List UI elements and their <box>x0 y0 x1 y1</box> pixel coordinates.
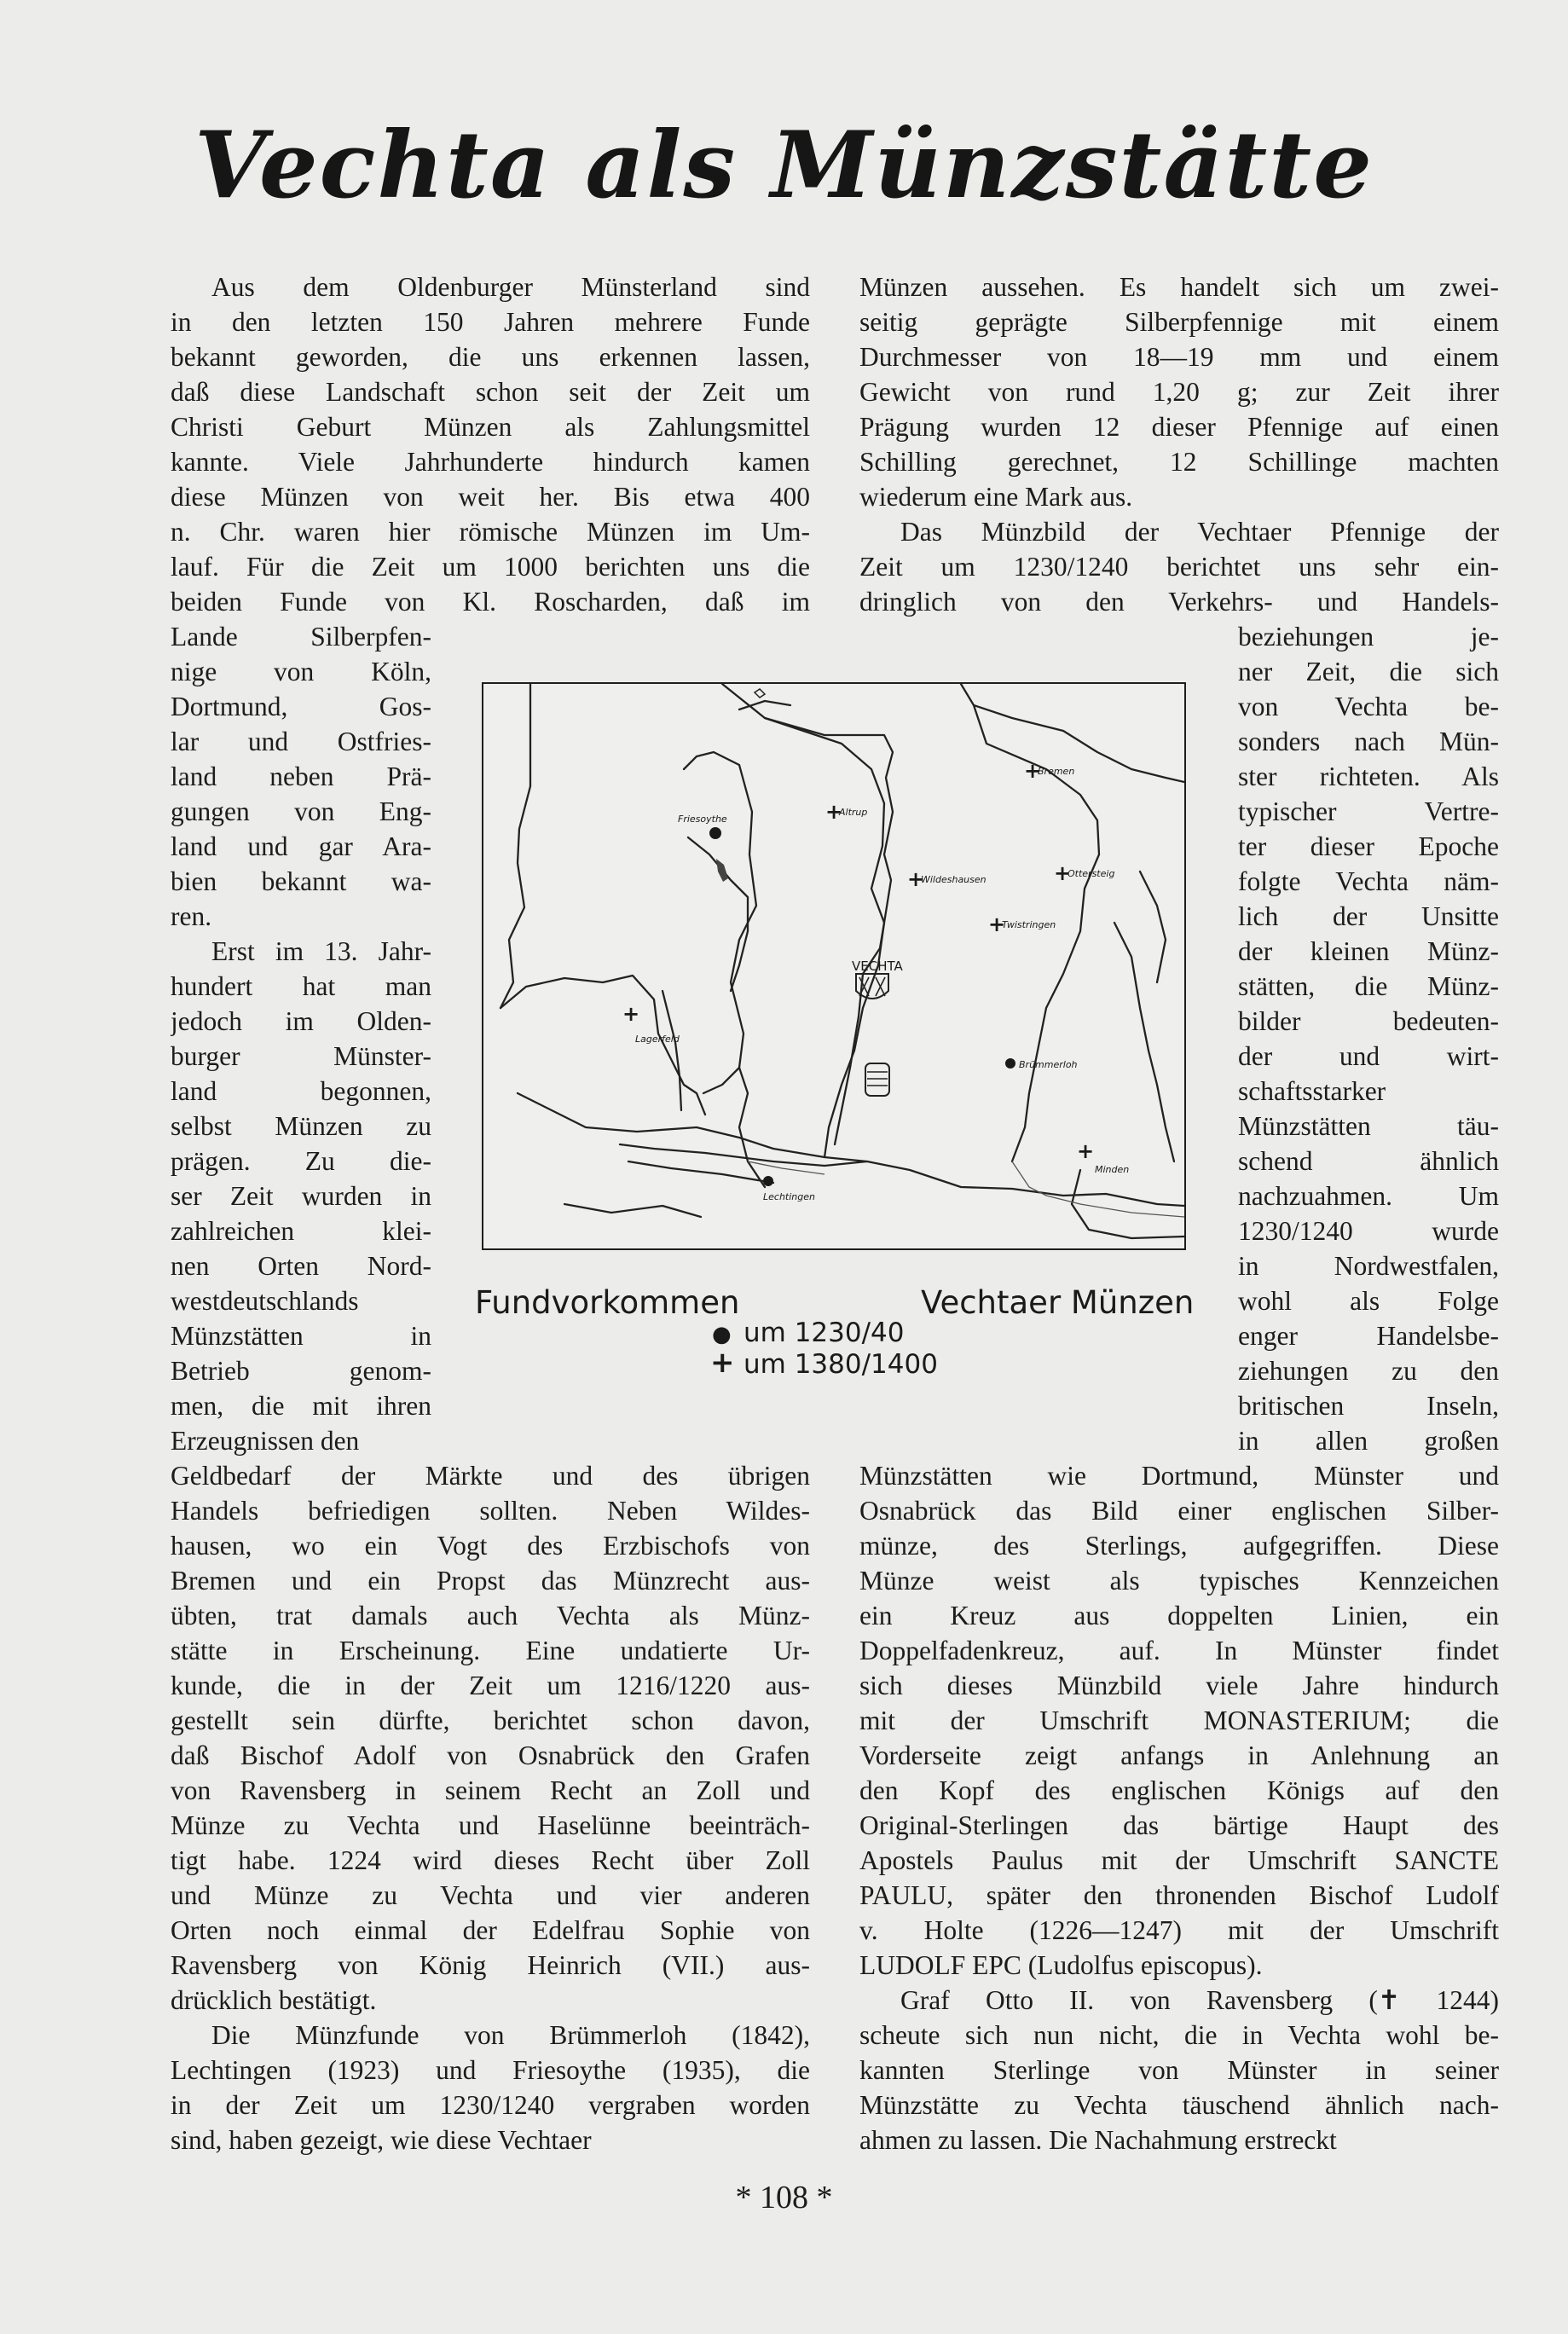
find-dot-bruemmerloh <box>1005 1058 1015 1069</box>
text-line: Graf Otto II. von Ravensberg (✝ 1244) <box>900 1985 1499 2015</box>
cross-wildeshausen: + <box>907 867 925 891</box>
text-line: nachzuahmen. Um <box>1238 1181 1499 1211</box>
cross-altrup: + <box>825 800 843 824</box>
text-line: in den letzten 150 Jahren mehrere Funde <box>171 307 810 337</box>
find-dot-lechtingen <box>763 1176 773 1186</box>
text-line: daß Bischof Adolf von Osnabrück den Grafen <box>171 1740 810 1770</box>
text-line: Handels befriedigen sollten. Neben Wildes- <box>171 1496 810 1526</box>
label-lagerfeld: Lagerfeld <box>635 1034 680 1045</box>
text-line: wohl als Folge <box>1238 1286 1499 1316</box>
lake-icon <box>716 859 728 882</box>
text-line: ahmen zu lassen. Die Nachahmung erstreckt <box>859 2125 1337 2155</box>
text-line: in Nordwestfalen, <box>1238 1251 1499 1281</box>
text-line: PAULU, später den thronenden Bischof Ludolf <box>859 1880 1499 1910</box>
map-drawing <box>483 684 1184 1248</box>
text-line: stätte in Erscheinung. Eine undatierte Ur- <box>171 1636 810 1665</box>
river-ems <box>662 991 681 1110</box>
cross-bremen: + <box>1024 759 1042 783</box>
text-line: Münzen aussehen. Es handelt sich um zwei- <box>859 272 1499 302</box>
text-line: Orten noch einmal der Edelfrau Sophie von <box>171 1915 810 1945</box>
text-line: nige von Köln, <box>171 657 431 686</box>
text-line: n. Chr. waren hier römische Münzen im Um- <box>171 517 810 547</box>
label-minden: Minden <box>1095 1164 1130 1175</box>
text-line: Das Münzbild der Vechtaer Pfennige der <box>900 517 1499 547</box>
text-line: hundert hat man <box>171 971 431 1001</box>
text-line: folgte Vechta näm- <box>1238 866 1499 896</box>
text-line: kannte. Viele Jahrhunderte hindurch kamen <box>171 447 810 477</box>
text-line: Schilling gerechnet, 12 Schillinge machten <box>859 447 1499 477</box>
label-ottersteig: Ottersteig <box>1068 868 1115 879</box>
text-line: gungen von Eng- <box>171 796 431 826</box>
text-line: schaftsstarker <box>1238 1076 1386 1106</box>
text-line: Original-Sterlingen das bärtige Haupt des <box>859 1810 1499 1840</box>
label-vechta: VECHTA <box>852 959 903 974</box>
text-line: land und gar Ara- <box>171 831 431 861</box>
text-line: Erzeugnissen den <box>171 1426 360 1456</box>
text-line: schend ähnlich <box>1238 1146 1499 1176</box>
text-line: Bremen und ein Propst das Münzrecht aus- <box>171 1566 810 1596</box>
text-line: scheute sich nun nicht, die in Vechta wohl be- <box>859 2020 1499 2050</box>
text-line: zahlreichen klei- <box>171 1216 431 1246</box>
text-line: Betrieb genom- <box>171 1356 431 1386</box>
label-twistringen: Twistringen <box>1002 919 1056 930</box>
text-line: Münzstätte zu Vechta täuschend ähnlich nach- <box>859 2090 1499 2120</box>
cross-minden: + <box>1077 1139 1095 1163</box>
article-title: Vechta als Münzstätte <box>194 112 1374 219</box>
legend-dot-icon: ● <box>712 1322 732 1347</box>
text-line: Osnabrück das Bild einer englischen Silber- <box>859 1496 1499 1526</box>
mittelland-2 <box>628 1161 773 1183</box>
text-line: lauf. Für die Zeit um 1000 berichten uns die <box>171 552 810 582</box>
text-line: prägen. Zu die- <box>171 1146 431 1176</box>
border-west <box>500 976 705 1115</box>
text-line: dringlich von den Verkehrs- und Handels- <box>859 587 1499 617</box>
moor-patch <box>865 1063 889 1096</box>
text-line: münze, des Sterlings, aufgegriffen. Diese <box>859 1531 1499 1561</box>
text-line: gestellt sein dürfte, berichtet schon davon, <box>171 1706 810 1735</box>
text-line: Aus dem Oldenburger Münsterland sind <box>211 272 810 302</box>
river-weser <box>765 718 893 1157</box>
text-line: Prägung wurden 12 dieser Pfennige auf einen <box>859 412 1499 442</box>
page-number: * 108 * <box>735 2180 833 2215</box>
cross-ottersteig: + <box>1054 861 1072 885</box>
text-line: ren. <box>171 901 212 931</box>
text-line: Münzstätten wie Dortmund, Münster und <box>859 1461 1499 1491</box>
text-line: britischen Inseln, <box>1238 1391 1499 1421</box>
text-line: Die Münzfunde von Brümmerloh (1842), <box>211 2020 810 2050</box>
text-line: der und wirt- <box>1238 1041 1499 1071</box>
text-line: Geldbedarf der Märkte und des übrigen <box>171 1461 810 1491</box>
find-dot-friesoythe <box>709 827 721 839</box>
text-line: drücklich bestätigt. <box>171 1985 377 2015</box>
label-friesoythe: Friesoythe <box>678 814 727 825</box>
text-line: tigt habe. 1224 wird dieses Recht über Zoll <box>171 1845 810 1875</box>
border-north <box>500 684 530 1008</box>
text-line: land neben Prä- <box>171 762 431 791</box>
text-line: diese Münzen von weit her. Bis etwa 400 <box>171 482 810 512</box>
text-line: und Münze zu Vechta und vier anderen <box>171 1880 810 1910</box>
text-line: hausen, wo ein Vogt des Erzbischofs von <box>171 1531 810 1561</box>
text-line: men, die mit ihren <box>171 1391 431 1421</box>
text-line: ziehungen zu den <box>1238 1356 1499 1386</box>
coast-mark <box>755 689 765 698</box>
border-ne-2 <box>974 705 1184 782</box>
label-lechtingen: Lechtingen <box>763 1191 815 1202</box>
text-line: kunde, die in der Zeit um 1216/1220 aus- <box>171 1671 810 1700</box>
text-line: Apostels Paulus mit der Umschrift SANCTE <box>859 1845 1499 1875</box>
legend-cross-icon: + <box>710 1346 735 1380</box>
map-caption-left: Fundvorkommen <box>475 1284 740 1321</box>
text-line: von Vechta be- <box>1238 692 1499 721</box>
text-line: ter dieser Epoche <box>1238 831 1499 861</box>
river-lechtingen <box>739 1068 765 1187</box>
text-line: Durchmesser von 18—19 mm und einem <box>859 342 1499 372</box>
text-line: sind, haben gezeigt, wie diese Vechtaer <box>171 2125 592 2155</box>
text-line: bilder bedeuten- <box>1238 1006 1499 1036</box>
label-altrup: Altrup <box>839 807 868 818</box>
label-bremen: Bremen <box>1038 766 1075 777</box>
text-line: seitig geprägte Silberpfennige mit einem <box>859 307 1499 337</box>
text-line: v. Holte (1226—1247) mit der Umschrift <box>859 1915 1499 1945</box>
text-line: in der Zeit um 1230/1240 vergraben worden <box>171 2090 810 2120</box>
coast-north <box>739 701 790 709</box>
text-line: den Kopf des englischen Königs auf den <box>859 1775 1499 1805</box>
cross-lagerfeld: + <box>622 1002 640 1026</box>
text-line: ein Kreuz aus doppelten Linien, ein <box>859 1601 1499 1630</box>
label-wildeshausen: Wildeshausen <box>921 874 987 885</box>
text-line: typischer Vertre- <box>1238 796 1499 826</box>
text-line: Münzstätten täu- <box>1238 1111 1499 1141</box>
text-line: enger Handelsbe- <box>1238 1321 1499 1351</box>
text-line: übten, trat damals auch Vechta als Münz- <box>171 1601 810 1630</box>
text-line: Doppelfadenkreuz, auf. In Münster findet <box>859 1636 1499 1665</box>
text-line: Erst im 13. Jahr- <box>211 936 431 966</box>
text-line: jedoch im Olden- <box>171 1006 431 1036</box>
text-line: Dortmund, Gos- <box>171 692 431 721</box>
find-map <box>482 682 1186 1250</box>
text-line: beziehungen je- <box>1238 622 1499 652</box>
text-line: burger Münster- <box>171 1041 431 1071</box>
text-line: 1230/1240 wurde <box>1238 1216 1499 1246</box>
cross-twistringen: + <box>988 912 1006 936</box>
text-line: mit der Umschrift MONASTERIUM; die <box>859 1706 1499 1735</box>
text-line: daß diese Landschaft schon seit der Zeit um <box>171 377 810 407</box>
border-e <box>1140 872 1166 982</box>
text-line: stätten, die Münz- <box>1238 971 1499 1001</box>
text-line: westdeutschlands <box>171 1286 359 1316</box>
border-east <box>722 684 884 1144</box>
text-line: LUDOLF EPC (Ludolfus episcopus). <box>859 1950 1263 1980</box>
text-line: wiederum eine Mark aus. <box>859 482 1133 512</box>
map-caption-right: Vechtaer Münzen <box>921 1284 1195 1321</box>
text-line: sonders nach Mün- <box>1238 727 1499 756</box>
text-line: der kleinen Münz- <box>1238 936 1499 966</box>
text-line: ster richteten. Als <box>1238 762 1499 791</box>
text-line: ser Zeit wurden in <box>171 1181 431 1211</box>
text-line: von Ravensberg in seinem Recht an Zoll und <box>171 1775 810 1805</box>
text-line: sich dieses Münzbild viele Jahre hindurch <box>859 1671 1499 1700</box>
text-line: beiden Funde von Kl. Roscharden, daß im <box>171 587 810 617</box>
text-line: in allen großen <box>1238 1426 1499 1456</box>
text-line: bien bekannt wa- <box>171 866 431 896</box>
text-line: lar und Ostfries- <box>171 727 431 756</box>
text-line: Zeit um 1230/1240 berichtet uns sehr ein- <box>859 552 1499 582</box>
text-line: Münze zu Vechta und Haselünne beeinträch- <box>171 1810 810 1840</box>
text-line: Münze weist als typisches Kennzeichen <box>859 1566 1499 1596</box>
border-se-2 <box>1114 923 1174 1161</box>
text-line: nen Orten Nord- <box>171 1251 431 1281</box>
river-south <box>564 1204 701 1217</box>
text-line: bekannt geworden, die uns erkennen lassen, <box>171 342 810 372</box>
text-line: Lechtingen (1923) und Friesoythe (1935), die <box>171 2055 810 2085</box>
text-line: Lande Silberpfen- <box>171 622 431 652</box>
legend-cross-text: um 1380/1400 <box>743 1349 938 1380</box>
label-bruemmerloh: Brümmerloh <box>1019 1059 1078 1070</box>
text-line: Vorderseite zeigt anfangs in Anlehnung an <box>859 1740 1499 1770</box>
legend-dot-text: um 1230/40 <box>743 1318 905 1348</box>
text-line: ner Zeit, die sich <box>1238 657 1499 686</box>
text-line: land begonnen, <box>171 1076 431 1106</box>
text-line: kannten Sterlinge von Münster in seiner <box>859 2055 1499 2085</box>
border-central <box>684 752 756 1093</box>
text-line: selbst Münzen zu <box>171 1111 431 1141</box>
text-line: Christi Geburt Münzen als Zahlungsmittel <box>171 412 810 442</box>
text-line: lich der Unsitte <box>1238 901 1499 931</box>
text-line: Gewicht von rund 1,20 g; zur Zeit ihrer <box>859 377 1499 407</box>
text-line: Ravensberg von König Heinrich (VII.) aus- <box>171 1950 810 1980</box>
text-line: Münzstätten in <box>171 1321 431 1351</box>
